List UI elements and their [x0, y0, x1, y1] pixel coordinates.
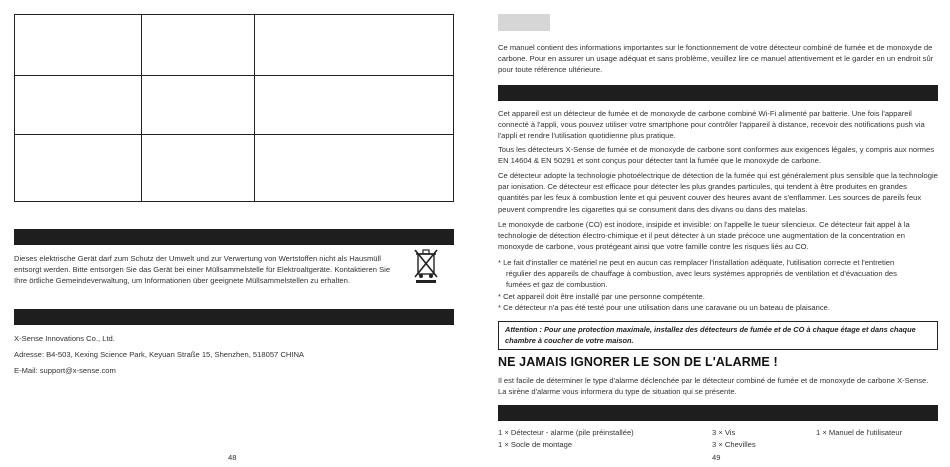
- company-address: Adresse: B4-503, Kexing Science Park, Keyuan Straße 15, Shenzhen, 518057 CHINA: [14, 350, 304, 359]
- note-item: * Cet appareil doit être installé par une personne compétente.: [498, 291, 705, 301]
- description-paragraph: Cet appareil est un détecteur de fumée et de monoxyde de carbone combiné Wi-Fi alimenté par batterie. Une fois l'appareil connecté à l'appli, vous pouvez utiliser votre smartphone pour contrôler l'appareil à distance, recevoir des notifications push via l'appli et rendre l'utilisation quotidienne plus pratique.: [498, 109, 925, 141]
- section-header-bar: [498, 405, 938, 421]
- section-header-bar: [14, 229, 454, 245]
- company-name: X-Sense Innovations Co., Ltd.: [14, 334, 115, 343]
- compliance-paragraph: Tous les détecteurs X-Sense de fumée et de monoxyde de carbone sont conformes aux exigences légales, y compris aux normes EN 14604 & EN 50291 et sont conçus pour détecter tant la fumée que le monoxyde de carbone.: [498, 145, 935, 166]
- package-item: 3 × Vis: [712, 428, 736, 437]
- page-number-left: 48: [228, 453, 237, 462]
- crossed-out-bin-icon: [410, 246, 442, 284]
- co-paragraph: Le monoxyde de carbone (CO) est inodore, insipide et invisible: on l'appelle le tueur silencieux. Ce détecteur fait appel à la technologie de détection électro-chimique et il peut détecter à un stade précoce une augmentation de la concentration en monoxyde de carbone, vous protégeant ainsi que votre famille contre les risques liés au CO.: [498, 220, 910, 252]
- company-email: E-Mail: support@x-sense.com: [14, 366, 116, 375]
- table-divider: [15, 75, 453, 76]
- note-item: * Ce détecteur n'a pas été testé pour une utilisation dans une caravane ou un bateau de plaisance.: [498, 302, 831, 312]
- section-header-bar: [498, 85, 938, 101]
- package-item: 1 × Manuel de l'utilisateur: [816, 428, 903, 437]
- table-divider: [15, 134, 453, 135]
- note-item: * Le fait d'installer ce matériel ne peut en aucun cas remplacer l'installation adéquate, l'utilisation correcte et l'entretien: [498, 258, 895, 267]
- table-divider: [254, 15, 255, 201]
- empty-table: [14, 14, 454, 202]
- disposal-text: Dieses elektrische Gerät darf zum Schutz der Umwelt und zur Verwertung von Wertstoffen nicht als Hausmüll entsorgt werden. Bitte entsorgen Sie das Gerät bei einer Müllsammelstelle für Elektroaltgeräte. Kontaktieren Sie Ihre örtliche Gemeindeverwaltung, um Informationen über geeignete Müllsammelstellen zu erhalten.: [14, 254, 391, 286]
- attention-box: [498, 321, 938, 350]
- alarm-text: Il est facile de déterminer le type d'alarme déclenchée par le détecteur combiné de fumée et de monoxyde de carbone X-Sense. La sirène d'alarme vous informera du type de situation qui se présente.: [498, 376, 929, 397]
- note-list: [498, 257, 938, 313]
- note-item-cont: fumées et gaz de combustion.: [506, 280, 608, 290]
- package-item: 1 × Détecteur - alarme (pile préinstallée): [498, 428, 634, 437]
- photoelectric-paragraph: Ce détecteur adopte la technologie photoélectrique de détection de la fumée qui est généralement plus sensible que la technologie par ionisation. Ce détecteur est efficace pour détecter les plus grandes particules, qui tendent à être produites en grandes quantités par les feux à combustion lente et qui peuvent couver des heures avant de s'enflammer. Les sources de pareils feux peuvent comprendre les cigarettes qui se consument dans des divans ou dans des matelas.: [498, 171, 938, 214]
- page-number-right: 49: [712, 453, 721, 462]
- section-header-bar: [14, 309, 454, 325]
- table-divider: [141, 15, 142, 201]
- note-item-cont: régulier des appareils de chauffage à combustion, avec leurs systèmes appropriés de ventilation et d'évacuation des: [506, 269, 897, 279]
- section-tab: [498, 14, 550, 31]
- alarm-heading: NE JAMAIS IGNORER LE SON DE L'ALARME !: [498, 355, 778, 369]
- package-item: 3 × Chevilles: [712, 440, 756, 449]
- package-item: 1 × Socle de montage: [498, 440, 573, 449]
- intro-text: Ce manuel contient des informations importantes sur le fonctionnement de votre détecteur combiné de fumée et de monoxyde de carbone. Pour en assurer un usage adéquat et sans problème, veuillez lire ce manuel attentivement et le garder en un endroit sûr pour toute référence ultérieure.: [498, 43, 934, 75]
- attention-text: Attention : Pour une protection maximale, installez des détecteurs de fumée et de CO à chaque étage et dans chaque chambre à coucher de votre maison.: [505, 325, 916, 345]
